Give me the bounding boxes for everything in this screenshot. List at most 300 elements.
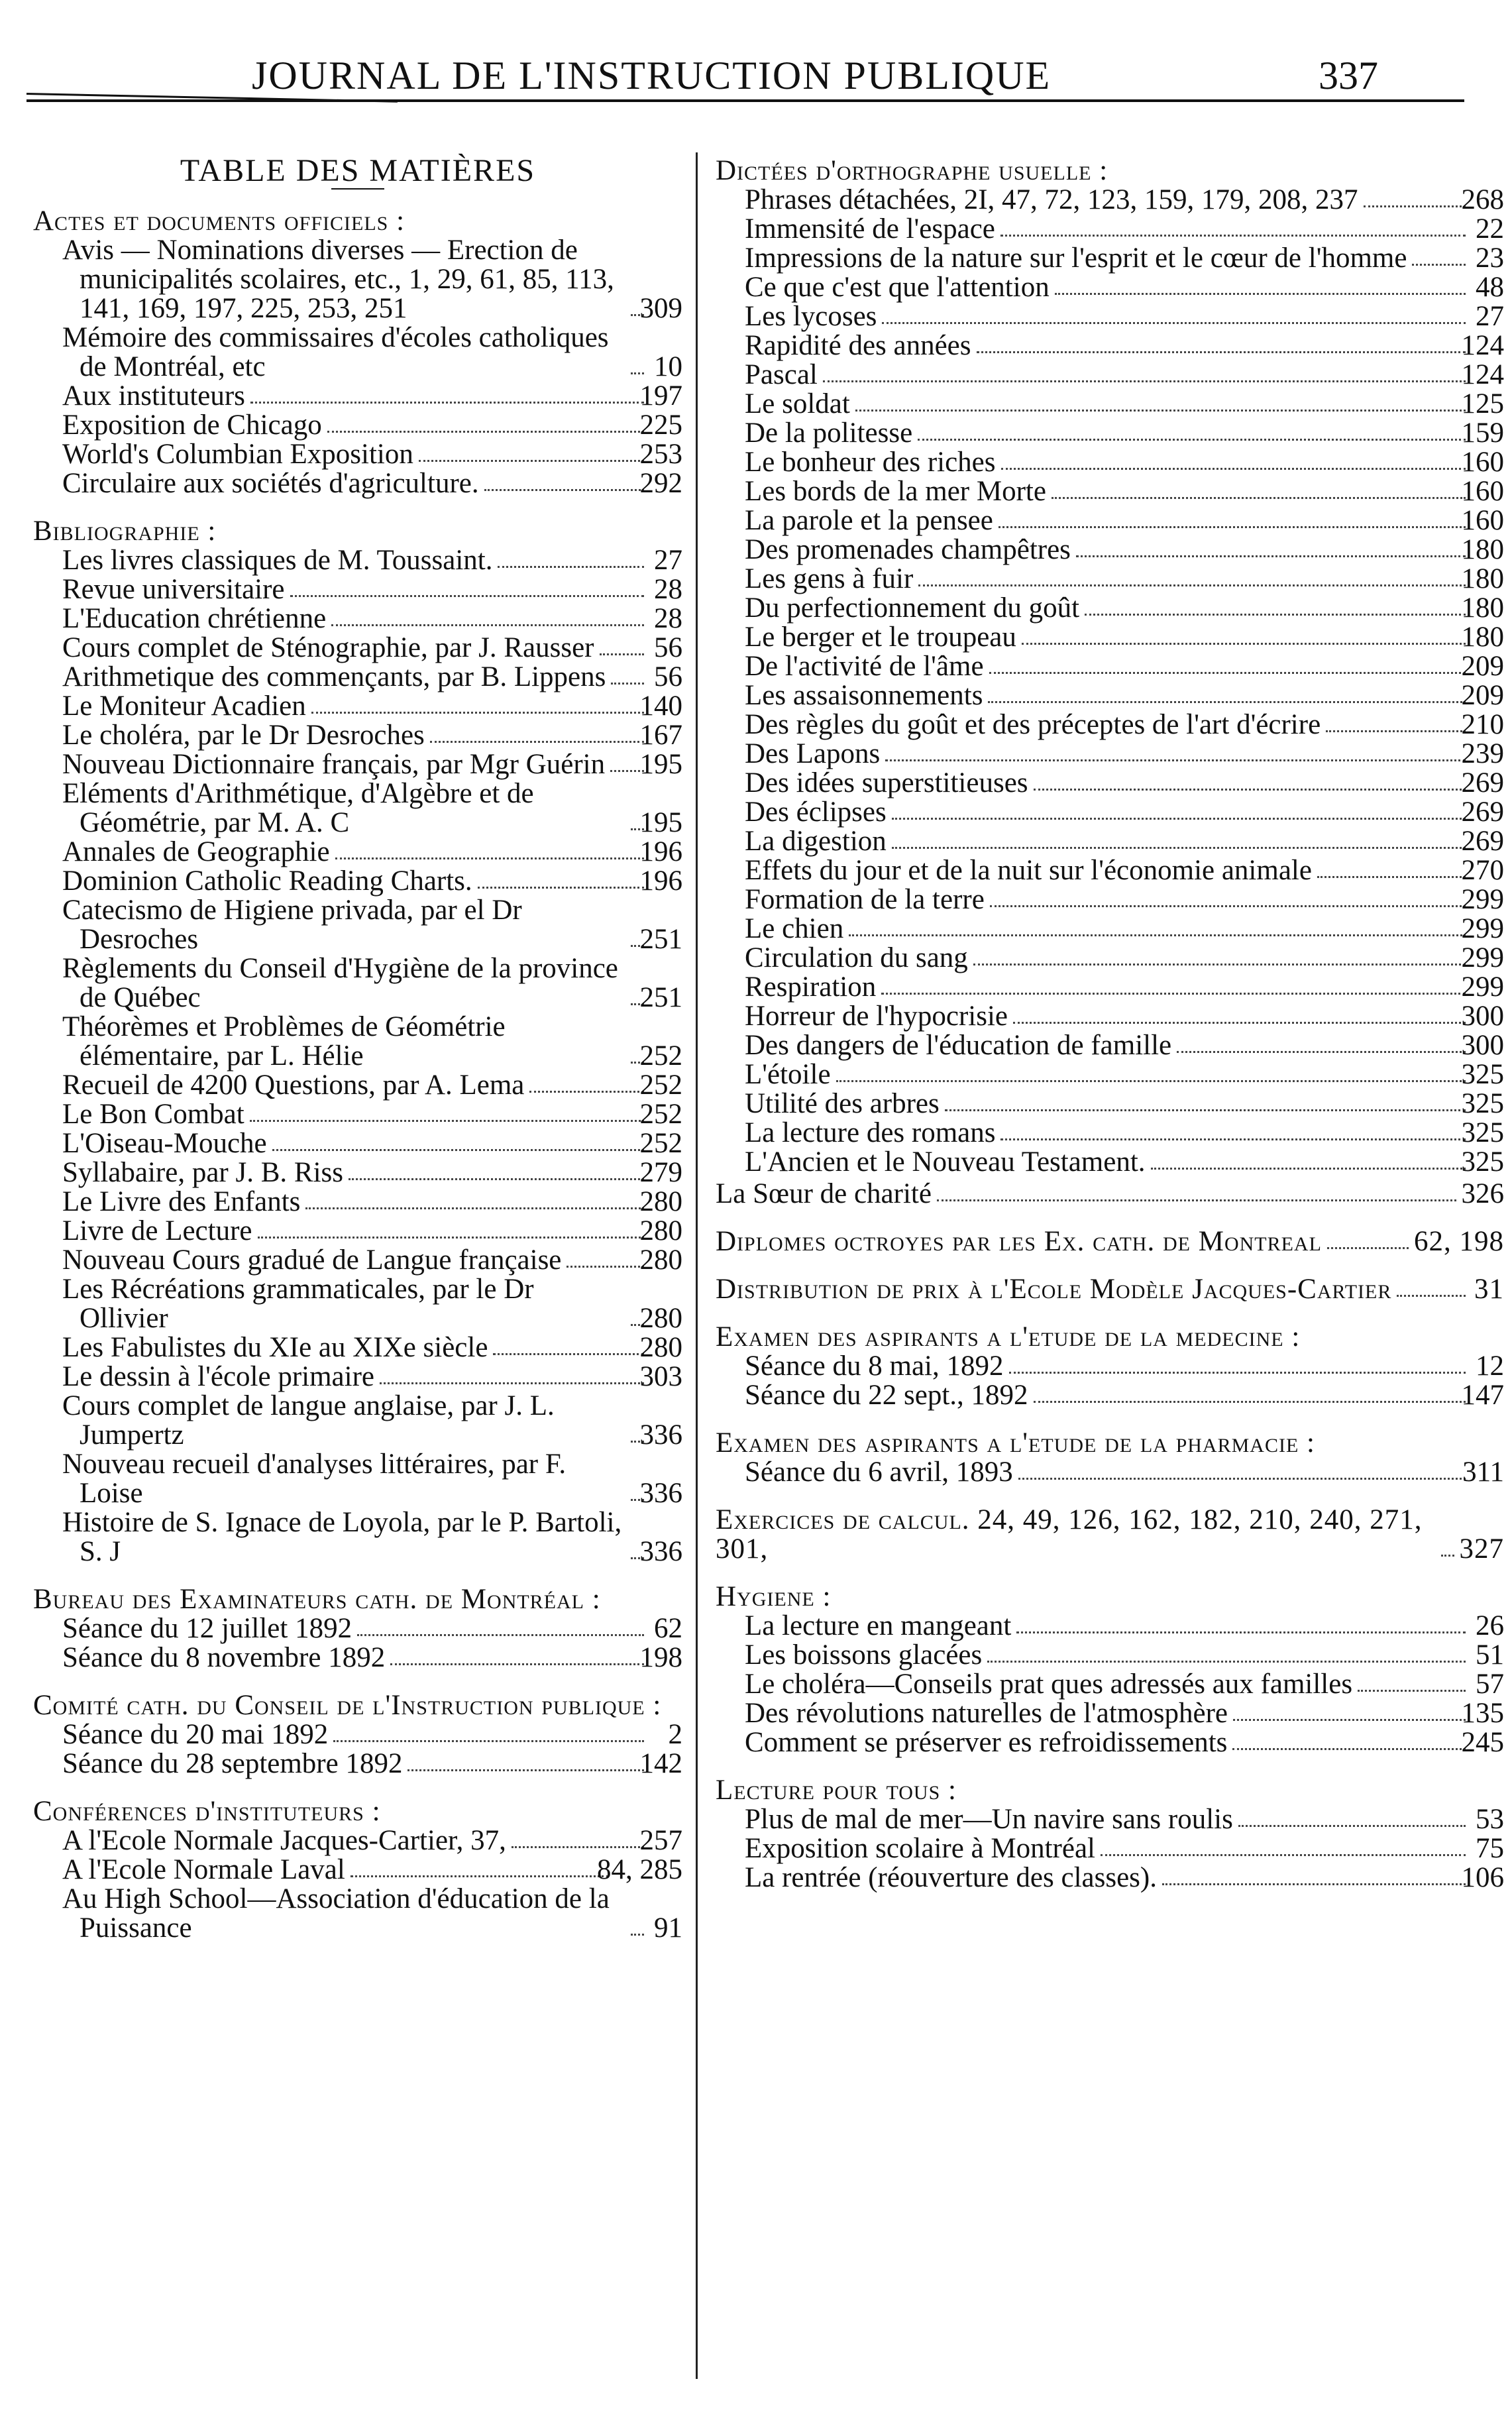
toc-entry	[33, 634, 682, 663]
dot-leader	[1441, 1555, 1454, 1557]
entry-title: Des promenades champêtres	[745, 534, 1071, 565]
entry-title: Les lycoses	[745, 301, 877, 332]
section-title: Actes et documents officiels :	[33, 205, 405, 237]
entry-title: Plus de mal de mer—Un navire sans roulis	[745, 1804, 1233, 1835]
entry-title: La lecture en mangeant	[745, 1610, 1012, 1641]
section-title: Lecture pour tous :	[716, 1775, 957, 1806]
page-ref: 51	[1476, 1639, 1504, 1671]
dot-leader	[600, 653, 645, 655]
page-ref: 125	[1461, 388, 1504, 419]
toc-entry	[33, 1013, 682, 1071]
page-ref: 325	[1461, 1059, 1504, 1090]
entry-title: Le chien	[745, 913, 844, 944]
section-title-row	[716, 1275, 1504, 1304]
toc-section-conferences-d-instituteurs	[33, 1797, 682, 1943]
dot-leader	[1326, 730, 1466, 732]
dot-leader	[250, 402, 644, 404]
entry-title: Le dessin à l'école primaire	[62, 1361, 374, 1392]
page-ref: 251	[639, 982, 682, 1013]
entry-title: Utilité des arbres	[745, 1088, 940, 1119]
page-ref: 10	[654, 351, 682, 382]
toc-entry	[33, 1362, 682, 1392]
left-column	[33, 152, 682, 1943]
dot-leader	[945, 1109, 1466, 1111]
page-ref: 280	[639, 1215, 682, 1246]
entry-title: Le Livre des Enfants	[62, 1186, 301, 1217]
toc-entry	[716, 1458, 1504, 1487]
page-ref: 299	[1461, 884, 1504, 915]
entry-title: Le bonheur des riches	[745, 447, 996, 478]
page-ref: 326	[1461, 1178, 1504, 1209]
toc-entry	[716, 1180, 1504, 1209]
entry-title: Des idées superstitieuses	[745, 767, 1028, 799]
page-ref: 336	[639, 1478, 682, 1509]
toc-entry	[33, 604, 682, 634]
page-ref: 252	[639, 1099, 682, 1130]
page-ref: 311	[1462, 1457, 1504, 1488]
entry-title: L'Ancien et le Nouveau Testament.	[745, 1146, 1146, 1178]
right-sections	[716, 156, 1504, 1893]
dot-leader	[1412, 264, 1466, 266]
toc-entry	[33, 469, 682, 498]
dot-leader	[357, 1634, 644, 1636]
toc-entry	[33, 236, 682, 323]
entry-title: World's Columbian Exposition	[62, 439, 413, 470]
entry-title: Nouveau Cours gradué de Langue française	[62, 1244, 562, 1276]
dot-leader	[290, 595, 644, 597]
dot-leader	[529, 1091, 644, 1093]
toc-entry	[716, 535, 1504, 565]
toc-entry	[716, 565, 1504, 594]
dot-leader	[1009, 1372, 1466, 1374]
entry-title: Séance du 8 novembre 1892	[62, 1642, 386, 1673]
section-title: Comité cath. du Conseil de l'Instruction publique :	[33, 1690, 662, 1721]
toc-entry	[33, 896, 682, 954]
entry-title: La rentrée (réouverture des classes).	[745, 1862, 1157, 1893]
page-number: 337	[1319, 54, 1378, 97]
entry-title: Immensité de l'espace	[745, 213, 995, 245]
page-ref: 257	[639, 1825, 682, 1856]
page-ref: 300	[1461, 1001, 1504, 1032]
dot-leader	[885, 759, 1466, 761]
entry-title: Les livres classiques de M. Toussaint.	[62, 545, 493, 576]
entry-title: Au High School—Association d'éducation de la Puissance	[62, 1883, 610, 1944]
entry-title: La digestion	[745, 826, 887, 857]
toc-entry	[716, 740, 1504, 769]
toc-entry	[716, 506, 1504, 535]
entry-title: Le Moniteur Acadien	[62, 690, 306, 722]
toc-entry	[716, 186, 1504, 215]
entry-title: Du perfectionnement du goût	[745, 592, 1080, 624]
toc-entry	[716, 1728, 1504, 1757]
page-ref: 147	[1461, 1380, 1504, 1411]
toc-section-lecture-pour-tous	[716, 1776, 1504, 1893]
dot-leader	[836, 1080, 1466, 1082]
toc-entry	[716, 856, 1504, 885]
toc-entry	[33, 1720, 682, 1749]
entry-title: Règlements du Conseil d'Hygiène de la province de Québec	[62, 953, 618, 1013]
left-sections	[33, 207, 682, 1943]
toc-entry	[33, 1187, 682, 1217]
page-ref: 198	[639, 1642, 682, 1673]
entry-title: Théorèmes et Problèmes de Géométrie élémentaire, par L. Hélie	[62, 1011, 506, 1072]
page-ref: 252	[639, 1040, 682, 1072]
toc-entry	[716, 1863, 1504, 1893]
dot-leader	[1055, 293, 1466, 295]
page-ref: 142	[639, 1748, 682, 1779]
page-ref: 253	[639, 439, 682, 470]
dot-leader	[258, 1237, 645, 1239]
entry-title: Séance du 6 avril, 1893	[745, 1457, 1013, 1488]
toc-entry	[33, 1826, 682, 1855]
toc-entry	[33, 546, 682, 575]
toc-entry	[33, 1217, 682, 1246]
toc-entry	[33, 692, 682, 721]
toc-entry	[33, 1246, 682, 1275]
entry-title: Histoire de S. Ignace de Loyola, par le P. Bartoli, S. J	[62, 1507, 622, 1567]
entry-title: Pascal	[745, 359, 818, 390]
page-ref: 27	[654, 545, 682, 576]
page-ref: 180	[1461, 563, 1504, 594]
dot-leader	[512, 1846, 644, 1848]
entry-title: Les Fabulistes du XIe au XIXe siècle	[62, 1332, 488, 1363]
entry-title: Le choléra, par le Dr Desroches	[62, 720, 425, 751]
toc-entry	[716, 215, 1504, 244]
page-ref: 280	[639, 1244, 682, 1276]
page-ref: 62	[654, 1613, 682, 1644]
page-ref: 2	[668, 1719, 682, 1750]
toc-section-hygiene	[716, 1582, 1504, 1757]
page-ref: 279	[639, 1157, 682, 1188]
page-ref: 336	[639, 1419, 682, 1451]
toc-entry	[716, 594, 1504, 623]
dot-leader	[327, 431, 644, 433]
page-ref: 252	[639, 1128, 682, 1159]
toc-entry	[33, 867, 682, 896]
page-ref: 268	[1461, 184, 1504, 215]
toc-entry	[716, 652, 1504, 681]
dot-leader	[351, 1875, 609, 1877]
toc-entry	[716, 1060, 1504, 1089]
page-ref: 57	[1476, 1669, 1504, 1700]
toc-entry	[33, 575, 682, 604]
page-ref: 180	[1461, 534, 1504, 565]
entry-title: Comment se préserver es refroidissements	[745, 1727, 1228, 1758]
page-ref: 251	[639, 924, 682, 955]
page-ref: 196	[639, 836, 682, 867]
entry-title: Dominion Catholic Reading Charts.	[62, 865, 472, 897]
page-ref: 28	[654, 603, 682, 634]
toc-entry	[716, 1670, 1504, 1699]
page-ref: 225	[639, 410, 682, 441]
section-title: Examen des aspirants a l'etude de la medecine :	[716, 1321, 1301, 1352]
page-ref: 327	[1459, 1533, 1504, 1565]
entry-title: Nouveau Dictionnaire français, par Mgr Guérin	[62, 749, 606, 780]
page-ref: 195	[639, 749, 682, 780]
entry-title: Catecismo de Higiene privada, par el Dr Desroches	[62, 895, 522, 955]
toc-entry	[33, 1392, 682, 1450]
heading-rule	[331, 188, 384, 190]
section-title: Diplomes octroyes par les Ex. cath. de Montreal	[716, 1226, 1322, 1257]
entry-title: A l'Ecole Normale Jacques-Cartier, 37,	[62, 1825, 506, 1856]
entry-title: Les boissons glacées	[745, 1639, 983, 1671]
toc-entry	[716, 302, 1504, 331]
dot-leader	[1076, 555, 1466, 557]
page-ref: 140	[639, 690, 682, 722]
toc-entry	[33, 1855, 682, 1885]
dot-leader	[988, 701, 1466, 703]
dot-leader	[305, 1207, 644, 1209]
right-column	[716, 152, 1504, 1893]
toc-section-examen-des-aspirants-a-l-etude-de-la-med	[716, 1323, 1504, 1410]
dot-leader	[1177, 1051, 1466, 1053]
page-ref: 159	[1461, 417, 1504, 449]
page-ref: 269	[1461, 826, 1504, 857]
toc-section-bibliographie	[33, 517, 682, 1567]
toc-section-bureau-des-examinateurs-cath-de-montreal	[33, 1585, 682, 1673]
entry-title: L'Oiseau-Mouche	[62, 1128, 267, 1159]
dot-leader	[1052, 497, 1466, 499]
page-ref: 309	[639, 293, 682, 324]
page-ref: 27	[1476, 301, 1504, 332]
toc-entry	[33, 1275, 682, 1333]
entry-title: Circulaire aux sociétés d'agriculture.	[62, 468, 479, 499]
page-ref: 210	[1461, 709, 1504, 740]
entry-title: Annales de Geographie	[62, 836, 330, 867]
page-ref: 299	[1461, 942, 1504, 973]
entry-title: Des éclipses	[745, 797, 887, 828]
dot-leader	[250, 1120, 644, 1122]
dot-leader	[1018, 1478, 1466, 1480]
dot-leader	[631, 372, 644, 374]
entry-title: Aux instituteurs	[62, 380, 245, 412]
toc-entry	[716, 1031, 1504, 1060]
toc-entry	[716, 1641, 1504, 1670]
page-ref: 292	[639, 468, 682, 499]
toc-entry	[716, 390, 1504, 419]
page-ref: 106	[1461, 1862, 1504, 1893]
page-ref: 22	[1476, 213, 1504, 245]
page-ref: 28	[654, 574, 682, 605]
section-title: Bibliographie :	[33, 516, 217, 547]
toc-entry	[33, 1158, 682, 1187]
page-ref: 269	[1461, 797, 1504, 828]
toc-entry	[33, 1885, 682, 1943]
toc-entry	[33, 1333, 682, 1362]
page-ref: 62, 198	[1414, 1226, 1504, 1257]
entry-title: De la politesse	[745, 417, 913, 449]
journal-title: JOURNAL DE L'INSTRUCTION PUBLIQUE	[252, 54, 1052, 97]
entry-title: Exposition scolaire à Montréal	[745, 1833, 1095, 1864]
dot-leader	[611, 683, 644, 685]
page-ref: 239	[1461, 738, 1504, 769]
dot-leader	[892, 847, 1466, 849]
dot-leader	[1034, 789, 1466, 791]
dot-leader	[333, 1740, 644, 1742]
entry-title: La lecture des romans	[745, 1117, 996, 1148]
toc-entry	[716, 360, 1504, 390]
dot-leader	[989, 672, 1466, 674]
dot-leader	[493, 1353, 644, 1355]
page-ref: 196	[639, 865, 682, 897]
dot-leader	[498, 566, 644, 568]
toc-entry	[716, 798, 1504, 827]
section-title: Examen des aspirants a l'etude de la pharmacie :	[716, 1427, 1315, 1459]
toc-entry	[33, 1508, 682, 1567]
dot-leader	[1397, 1295, 1466, 1297]
entry-title: Circulation du sang	[745, 942, 968, 973]
dot-leader	[1162, 1883, 1466, 1885]
page-ref: 53	[1476, 1804, 1504, 1835]
dot-leader	[987, 1661, 1466, 1663]
entry-title: Mémoire des commissaires d'écoles catholiques de Montréal, etc	[62, 322, 609, 382]
dot-leader	[1327, 1247, 1409, 1249]
section-title: Dictées d'orthographe usuelle :	[716, 155, 1108, 186]
page-ref: 31	[1474, 1274, 1504, 1305]
dot-leader	[380, 1382, 644, 1384]
toc-entry	[716, 273, 1504, 302]
column-divider	[696, 152, 698, 2379]
page-ref: 195	[639, 807, 682, 838]
dot-leader	[335, 857, 644, 859]
dot-leader	[1364, 205, 1466, 207]
entry-title: Revue universitaire	[62, 574, 285, 605]
toc-section-dictees-d-orthographe-usuelle	[716, 156, 1504, 1177]
page-ref: 280	[639, 1303, 682, 1334]
dot-leader	[823, 380, 1466, 382]
dot-leader	[1085, 614, 1466, 616]
page-ref: 300	[1461, 1030, 1504, 1061]
entry-title: Cours complet de langue anglaise, par J. L. Jumpertz	[62, 1390, 555, 1451]
dot-leader	[484, 489, 644, 491]
entry-title: Rapidité des années	[745, 330, 971, 361]
toc-entry	[716, 419, 1504, 448]
toc-section-examen-des-aspirants-a-l-etude-de-la-pha	[716, 1429, 1504, 1487]
section-title: Exercices de calcul. 24, 49, 126, 162, 182, 210, 240, 271, 301,	[716, 1504, 1423, 1565]
entry-title: Arithmetique des commençants, par B. Lippens	[62, 661, 606, 692]
dot-leader	[567, 1266, 644, 1268]
dot-leader	[407, 1769, 644, 1771]
dot-leader	[1022, 643, 1466, 645]
toc-entry	[33, 663, 682, 692]
toc-entry	[716, 623, 1504, 652]
toc-entry	[716, 1612, 1504, 1641]
toc-entry	[33, 411, 682, 440]
page-ref: 299	[1461, 913, 1504, 944]
entry-title: Séance du 12 juillet 1892	[62, 1613, 352, 1644]
dot-leader	[419, 460, 644, 462]
dot-leader	[973, 964, 1466, 965]
toc-entry	[33, 1450, 682, 1508]
toc-entry	[716, 1699, 1504, 1728]
entry-title: Livre de Lecture	[62, 1215, 252, 1246]
dot-leader	[349, 1178, 644, 1180]
dot-leader	[331, 624, 644, 626]
page-ref: 325	[1461, 1088, 1504, 1119]
entry-title: Recueil de 4200 Questions, par A. Lema	[62, 1070, 525, 1101]
page-ref: 180	[1461, 622, 1504, 653]
dot-leader	[631, 1934, 644, 1936]
toc-entry	[716, 1002, 1504, 1031]
entry-title: Des dangers de l'éducation de famille	[745, 1030, 1172, 1061]
entry-title: Ce que c'est que l'attention	[745, 272, 1050, 303]
entry-title: Séance du 8 mai, 1892	[745, 1350, 1004, 1382]
dot-leader	[1232, 1748, 1466, 1750]
dot-leader	[1101, 1854, 1466, 1856]
dot-leader	[937, 1199, 1456, 1201]
page-ref: 280	[639, 1186, 682, 1217]
toc-entry	[716, 710, 1504, 740]
entry-title: Formation de la terre	[745, 884, 985, 915]
section-title: Conférences d'instituteurs :	[33, 1796, 381, 1827]
page-ref: 209	[1461, 680, 1504, 711]
dot-leader	[1358, 1690, 1466, 1692]
page-ref: 160	[1461, 505, 1504, 536]
toc-entry	[716, 914, 1504, 944]
section-title-row	[716, 1506, 1504, 1564]
page-ref: 160	[1461, 476, 1504, 507]
entry-title: Le soldat	[745, 388, 850, 419]
page-ref: 245	[1461, 1727, 1504, 1758]
page-ref: 56	[654, 661, 682, 692]
entry-title: Le choléra—Conseils prat ques adressés aux familles	[745, 1669, 1353, 1700]
page-ref: 160	[1461, 447, 1504, 478]
toc-entry	[716, 1119, 1504, 1148]
entry-title: Effets du jour et de la nuit sur l'économie animale	[745, 855, 1312, 886]
dot-leader	[1001, 468, 1466, 470]
toc-entry	[716, 331, 1504, 360]
dot-leader	[1151, 1168, 1466, 1170]
entry-title: La Sœur de charité	[716, 1178, 932, 1209]
dot-leader	[881, 993, 1466, 995]
entry-title: Séance du 22 sept., 1892	[745, 1380, 1028, 1411]
dot-leader	[855, 410, 1466, 412]
entry-title: Horreur de l'hypocrisie	[745, 1001, 1008, 1032]
dot-leader	[1000, 1138, 1466, 1140]
page-ref: 270	[1461, 855, 1504, 886]
header-rule	[27, 99, 1464, 102]
dot-leader	[977, 351, 1466, 353]
dot-leader	[311, 712, 644, 714]
page-ref: 299	[1461, 971, 1504, 1003]
page-ref: 26	[1476, 1610, 1504, 1641]
toc-entry	[33, 779, 682, 838]
dot-leader	[882, 322, 1466, 324]
dot-leader	[1317, 876, 1466, 878]
toc-section-distribution-de-prix-a-l-ecole-modele-ja	[716, 1275, 1504, 1304]
toc-entry	[716, 827, 1504, 856]
page-ref: 124	[1461, 359, 1504, 390]
page-ref: 197	[639, 380, 682, 412]
page-ref: 209	[1461, 651, 1504, 682]
dot-leader	[272, 1149, 644, 1151]
entry-title: La parole et la pensee	[745, 505, 993, 536]
toc-entry	[33, 721, 682, 750]
dot-leader	[849, 934, 1466, 936]
page-ref: 336	[639, 1536, 682, 1567]
toc-entry	[33, 1643, 682, 1673]
toc-entry	[33, 838, 682, 867]
toc-entry	[716, 769, 1504, 798]
dot-leader	[1016, 1631, 1466, 1633]
page-ref: 180	[1461, 592, 1504, 624]
page-ref: 135	[1461, 1698, 1504, 1729]
toc-entry	[716, 973, 1504, 1002]
entry-title: L'étoile	[745, 1059, 831, 1090]
entry-title: Cours complet de Sténographie, par J. Rausser	[62, 632, 594, 663]
page-ref: 252	[639, 1070, 682, 1101]
dot-leader	[1034, 1401, 1466, 1403]
